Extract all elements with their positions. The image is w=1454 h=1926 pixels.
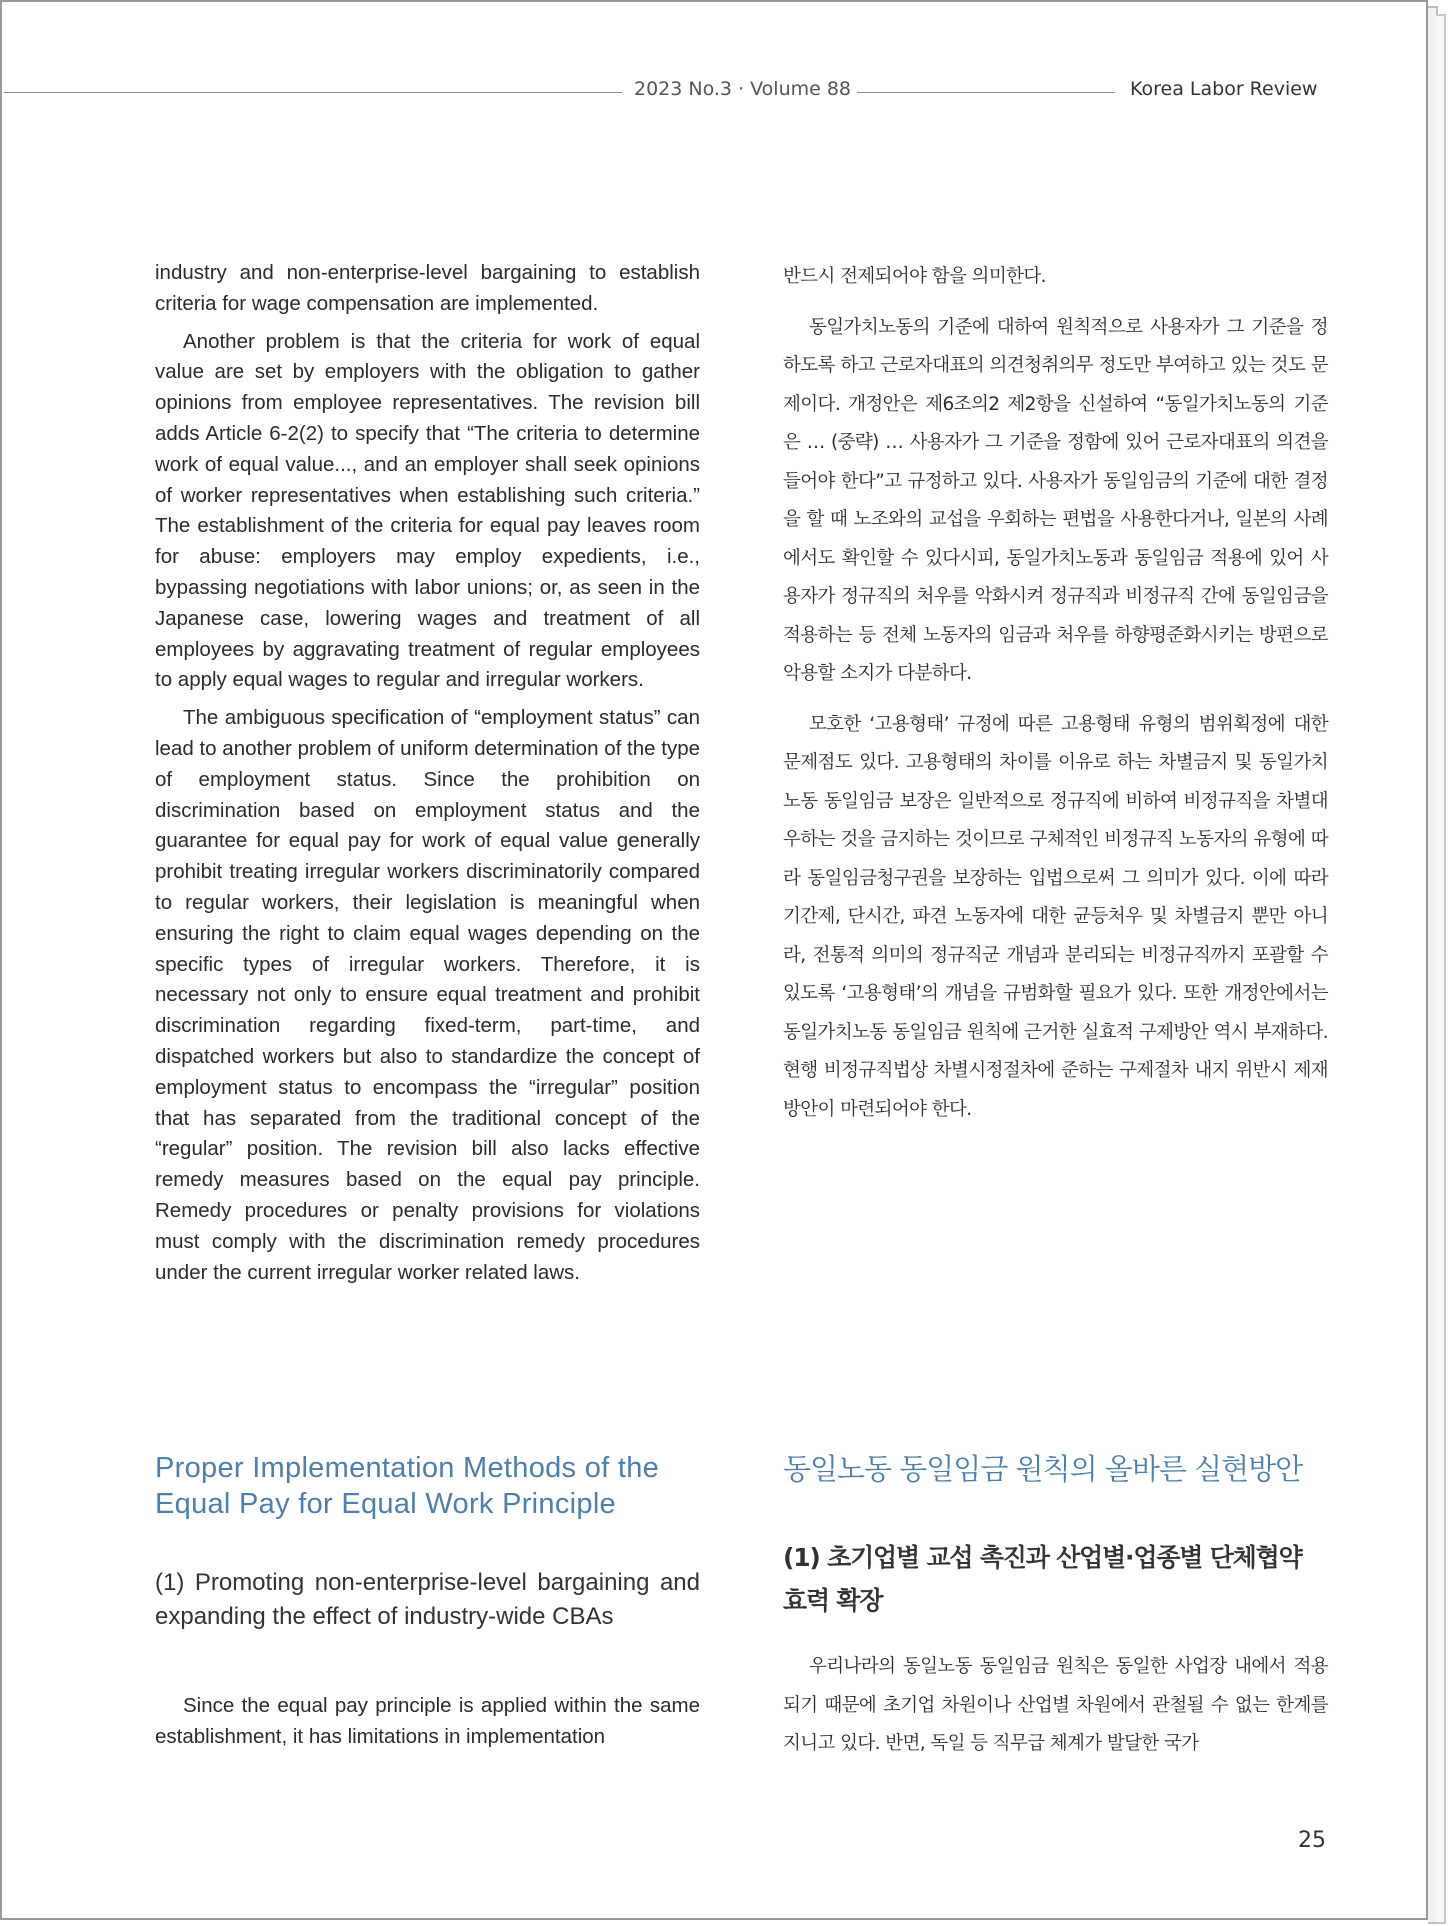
english-column: [155, 258, 700, 1295]
korean-section-title: 동일노동 동일임금 원칙의 올바른 실현방안: [783, 1452, 1303, 1486]
issue-label: 2023 No.3 · Volume 88: [634, 78, 852, 100]
korean-column: [783, 258, 1328, 1141]
page-stack-edge-back: [1436, 14, 1446, 1924]
english-subsection-body: Since the equal pay principle is applied within the same establishment, it has limitations in implementation: [155, 1694, 700, 1748]
korean-subsection-title: (1) 초기업별 교섭 촉진과 산업별·업종별 단체협약 효력 확장: [783, 1543, 1302, 1615]
english-section-title: Proper Implementation Methods of the Equal Pay for Equal Work Principle: [155, 1452, 660, 1520]
english-subsection-title: (1) Promoting non-enterprise-level bargaining and expanding the effect of industry-wide CBAs: [155, 1569, 700, 1630]
header-rule-right: [857, 92, 1115, 93]
korean-subsection-body: 우리나라의 동일노동 동일임금 원칙은 동일한 사업장 내에서 적용되기 때문에 초기업 차원이나 산업별 차원에서 관철될 수 없는 한계를 지니고 있다. 반면, 독일 등 직무급 체계가 발달한 국가: [783, 1656, 1328, 1754]
english-paragraph: The ambiguous specification of “employment status” can lead to another problem of uniform determination of the type of employment status. Since the prohibition on discrimination based on employment status and the guarantee for equal pay for work of equal value generally prohibit treating irregular workers discriminatorily compared to regular workers, their legislation is meaningful when ensuring the right to claim equal wages depending on the specific types of irregular workers. Therefore, it is necessary not only to ensure equal treatment and prohibit discrimination regarding fixed-term, part-time, and dispatched workers but also to standardize the concept of employment status to encompass the “irregular” position that has separated from the traditional concept of the “regular” position. The revision bill also lacks effective remedy measures based on the equal pay principle. Remedy procedures or penalty provisions for violations must comply with the discrimination remedy procedures under the current irregular worker related laws.: [155, 706, 700, 1284]
korean-paragraph: 반드시 전제되어야 함을 의미한다.: [783, 266, 1046, 287]
english-paragraph: industry and non-enterprise-level bargaining to establish criteria for wage compensation are implemented.: [155, 261, 700, 315]
korean-paragraph: 동일가치노동의 기준에 대하여 원칙적으로 사용자가 그 기준을 정하도록 하고 근로자대표의 의견청취의무 정도만 부여하고 있는 것도 문제이다. 개정안은 제6조의2 제2항을 신설하여 “동일가치노동의 기준은 … (중략) … 사용자가 그 기준을 정함에 있어 근로자대표의 의견을 들어야 한다”고 규정하고 있다. 사용자가 동일임금의 기준에 대한 결정을 할 때 노조와의 교섭을 우회하는 편법을 사용한다거나, 일본의 사례에서도 확인할 수 있다시피, 동일가치노동과 동일임금 적용에 있어 사용자가 정규직의 처우를 악화시켜 정규직과 비정규직 간에 동일임금을 적용하는 등 전체 노동자의 임금과 처우를 하향평준화시키는 방편으로 악용할 소지가 다분하다.: [783, 316, 1328, 684]
header-rule-left: [4, 92, 622, 93]
page-number: 25: [1298, 1828, 1326, 1853]
korean-paragraph: 모호한 ‘고용형태’ 규정에 따른 고용형태 유형의 범위획정에 대한 문제점도 있다. 고용형태의 차이를 이유로 하는 차별금지 및 동일가치노동 동일임금 보장은 일반적으로 정규직에 비하여 비정규직을 차별대우하는 것을 금지하는 것이므로 구체적인 비정규직 노동자의 유형에 따라 동일임금청구권을 보장하는 입법으로써 그 의미가 있다. 이에 따라 기간제, 단시간, 파견 노동자에 대한 균등처우 및 차별금지 뿐만 아니라, 전통적 의미의 정규직군 개념과 분리되는 비정규직까지 포괄할 수 있도록 ‘고용형태’의 개념을 규범화할 필요가 있다. 또한 개정안에서는 동일가치노동 동일임금 원칙에 근거한 실효적 구제방안 역시 부재하다. 현행 비정규직법상 차별시정절차에 준하는 구제절차 내지 위반시 제재방안이 마련되어야 한다.: [783, 713, 1328, 1120]
english-paragraph: Another problem is that the criteria for work of equal value are set by employers with the obligation to gather opinions from employee representatives. The revision bill adds Article 6-2(2) to specify that “The criteria to determine work of equal value..., and an employer shall seek opinions of worker representatives when establishing such criteria.” The establishment of the criteria for equal pay leaves room for abuse: employers may employ expedients, i.e., bypassing negotiations with labor unions; or, as seen in the Japanese case, lowering wages and treatment of all employees by aggravating treatment of regular employees to apply equal wages to regular and irregular workers.: [155, 329, 700, 692]
running-header: [0, 78, 1330, 106]
journal-title: Korea Labor Review: [1130, 78, 1318, 100]
